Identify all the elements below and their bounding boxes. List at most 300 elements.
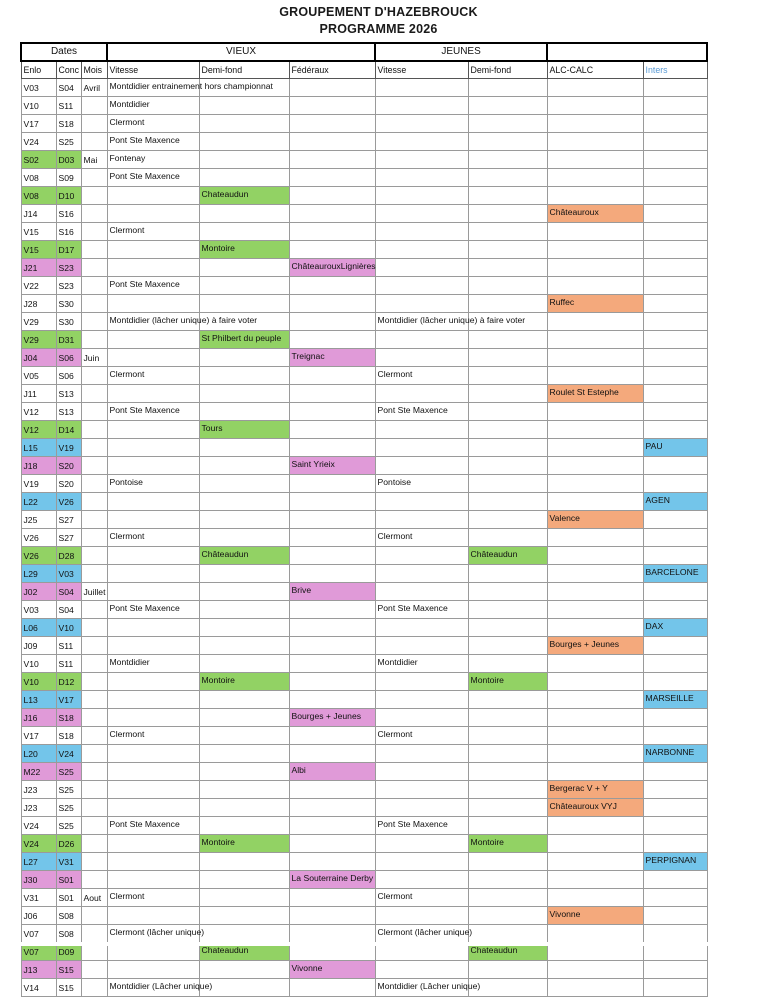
- cell-inters: [643, 205, 707, 223]
- cell-mois: [81, 781, 107, 799]
- cell-conc: V26: [56, 493, 81, 511]
- cell-mois: Aout: [81, 889, 107, 907]
- cell-inters: [643, 223, 707, 241]
- cell-alc-calc: [547, 799, 643, 817]
- cell-vieux-vitesse: [107, 637, 199, 655]
- cell-enlo: S02: [21, 151, 56, 169]
- cell-vieux-demifond: [199, 907, 289, 925]
- cell-vieux-demifond: [199, 421, 289, 439]
- table-row: [21, 277, 707, 295]
- cell-vieux-vitesse: [107, 133, 199, 151]
- cell-enlo: J30: [21, 871, 56, 889]
- cell-mois: [81, 925, 107, 943]
- cell-text: Chateaudun: [201, 945, 249, 955]
- cell-jeunes-vitesse: [375, 619, 468, 637]
- cell-conc: D14: [56, 421, 81, 439]
- cell-conc: D17: [56, 241, 81, 259]
- cell-vieux-vitesse: [107, 673, 199, 691]
- table-row: [21, 367, 707, 385]
- cell-jeunes-demifond: [468, 925, 547, 943]
- cell-alc-calc: [547, 151, 643, 169]
- cell-vieux-federaux: [289, 961, 375, 979]
- cell-jeunes-vitesse: [375, 565, 468, 583]
- cell-jeunes-demifond: [468, 331, 547, 349]
- cell-mois: [81, 133, 107, 151]
- cell-jeunes-demifond: [468, 691, 547, 709]
- cell-vieux-vitesse: [107, 763, 199, 781]
- cell-jeunes-demifond: [468, 241, 547, 259]
- cell-text: Ruffec: [549, 297, 575, 307]
- cell-mois: [81, 115, 107, 133]
- cell-enlo: V24: [21, 835, 56, 853]
- cell-text: PERPIGNAN: [645, 855, 697, 865]
- cell-vieux-federaux: [289, 403, 375, 421]
- cell-alc-calc: [547, 349, 643, 367]
- cell-conc: S08: [56, 907, 81, 925]
- cell-enlo: V26: [21, 529, 56, 547]
- cell-inters: [643, 817, 707, 835]
- cell-vieux-demifond: [199, 277, 289, 295]
- cell-jeunes-demifond: [468, 277, 547, 295]
- cell-inters: [643, 403, 707, 421]
- cell-mois: [81, 817, 107, 835]
- cell-inters: [643, 151, 707, 169]
- cell-vieux-demifond: [199, 637, 289, 655]
- cell-inters: [643, 421, 707, 439]
- cell-enlo: V24: [21, 817, 56, 835]
- cell-alc-calc: [547, 277, 643, 295]
- cell-jeunes-vitesse: [375, 295, 468, 313]
- cell-mois: [81, 331, 107, 349]
- cell-alc-calc: [547, 493, 643, 511]
- cell-vieux-demifond: [199, 133, 289, 151]
- cell-vieux-vitesse: [107, 421, 199, 439]
- cell-vieux-demifond: [199, 655, 289, 673]
- cell-enlo: J25: [21, 511, 56, 529]
- cell-text: Pont Ste Maxence: [109, 279, 180, 289]
- cell-mois: [81, 979, 107, 997]
- cell-vieux-federaux: [289, 457, 375, 475]
- cell-text: Montdidier (lâcher unique) à faire voter: [109, 315, 258, 325]
- cell-jeunes-vitesse: [375, 403, 468, 421]
- cell-text: Valence: [549, 513, 580, 523]
- cell-vieux-federaux: [289, 619, 375, 637]
- cell-vieux-federaux: [289, 781, 375, 799]
- table-row: [21, 619, 707, 637]
- cell-conc: S01: [56, 889, 81, 907]
- cell-vieux-demifond: [199, 295, 289, 313]
- cell-inters: [643, 889, 707, 907]
- cell-vieux-federaux: [289, 115, 375, 133]
- cell-mois: [81, 871, 107, 889]
- cell-alc-calc: [547, 619, 643, 637]
- cell-jeunes-vitesse: [375, 835, 468, 853]
- cell-enlo: V17: [21, 727, 56, 745]
- cell-vieux-vitesse: [107, 403, 199, 421]
- table-row: [21, 871, 707, 889]
- cell-vieux-federaux: [289, 691, 375, 709]
- cell-inters: [643, 745, 707, 763]
- cell-vieux-federaux: [289, 277, 375, 295]
- cell-vieux-demifond: [199, 169, 289, 187]
- cell-inters: [643, 79, 707, 97]
- cell-jeunes-demifond: [468, 763, 547, 781]
- cell-alc-calc: [547, 313, 643, 331]
- cell-alc-calc: [547, 367, 643, 385]
- cell-vieux-vitesse: [107, 979, 213, 997]
- cell-conc: V17: [56, 691, 81, 709]
- cell-inters: [643, 583, 707, 601]
- cell-alc-calc: [547, 241, 643, 259]
- cell-jeunes-vitesse: [375, 799, 468, 817]
- group-header-dates: Dates: [21, 43, 107, 61]
- cell-conc: S18: [56, 709, 81, 727]
- table-row: [21, 475, 707, 493]
- cell-inters: [643, 349, 707, 367]
- cell-inters: [643, 979, 707, 997]
- cell-jeunes-demifond: [468, 349, 547, 367]
- cell-mois: [81, 655, 107, 673]
- cell-vieux-vitesse: [107, 583, 199, 601]
- cell-vieux-demifond: [199, 853, 289, 871]
- table-row: [21, 133, 707, 151]
- cell-mois: [81, 295, 107, 313]
- cell-vieux-federaux: [289, 853, 375, 871]
- cell-vieux-demifond: [199, 241, 289, 259]
- cell-jeunes-demifond: [468, 907, 547, 925]
- table-row: [21, 781, 707, 799]
- cell-text: AGEN: [645, 495, 670, 505]
- cell-text: Clermont: [109, 369, 145, 379]
- cell-mois: [81, 457, 107, 475]
- cell-vieux-demifond: [199, 115, 289, 133]
- cell-alc-calc: [547, 475, 643, 493]
- cell-jeunes-vitesse: [375, 493, 468, 511]
- cell-mois: [81, 259, 107, 277]
- cell-text: Montoire: [470, 837, 504, 847]
- cell-conc: S04: [56, 583, 81, 601]
- cell-conc: S27: [56, 529, 81, 547]
- cell-jeunes-demifond: [468, 799, 547, 817]
- cell-enlo: J06: [21, 907, 56, 925]
- cell-mois: Juillet: [81, 583, 107, 601]
- cell-vieux-federaux: [289, 799, 375, 817]
- cell-vieux-demifond: [199, 475, 289, 493]
- cell-mois: [81, 619, 107, 637]
- cell-jeunes-vitesse: [375, 745, 468, 763]
- cell-enlo: V15: [21, 223, 56, 241]
- cell-text: MARSEILLE: [645, 693, 694, 703]
- table-row: [21, 727, 707, 745]
- cell-alc-calc: [547, 439, 643, 457]
- cell-text: Fontenay: [109, 153, 146, 163]
- cell-vieux-vitesse: [107, 169, 199, 187]
- cell-alc-calc: [547, 673, 643, 691]
- cell-vieux-vitesse: [107, 223, 199, 241]
- cell-vieux-vitesse: [107, 97, 199, 115]
- cell-jeunes-vitesse: [375, 475, 468, 493]
- cell-text: Saint Yrieix: [291, 459, 335, 469]
- cell-vieux-vitesse: [107, 907, 199, 925]
- cell-vieux-demifond: [199, 187, 289, 205]
- cell-jeunes-demifond: [468, 601, 547, 619]
- cell-text: Pontoise: [109, 477, 143, 487]
- cell-vieux-demifond: [199, 691, 289, 709]
- cell-vieux-federaux: [289, 889, 375, 907]
- cell-vieux-federaux: [289, 583, 375, 601]
- cell-conc: S13: [56, 403, 81, 421]
- cell-mois: [81, 439, 107, 457]
- cell-alc-calc: [547, 745, 643, 763]
- cell-enlo: J23: [21, 799, 56, 817]
- cell-text: Vivonne: [549, 909, 581, 919]
- cell-text: Clermont (lâcher unique): [109, 927, 205, 937]
- cell-vieux-vitesse: [107, 565, 199, 583]
- cell-enlo: L29: [21, 565, 56, 583]
- cell-alc-calc: [547, 979, 643, 997]
- cell-vieux-federaux: [289, 475, 375, 493]
- cell-conc: S04: [56, 601, 81, 619]
- cell-enlo: V07: [21, 925, 56, 943]
- cell-alc-calc: [547, 187, 643, 205]
- cell-vieux-vitesse: [107, 241, 199, 259]
- cell-conc: S18: [56, 727, 81, 745]
- cell-jeunes-vitesse: [375, 241, 468, 259]
- cell-inters: [643, 187, 707, 205]
- cell-jeunes-vitesse: [375, 673, 468, 691]
- cell-mois: [81, 367, 107, 385]
- cell-conc: S13: [56, 385, 81, 403]
- cell-jeunes-demifond: [468, 745, 547, 763]
- cell-vieux-demifond: [199, 223, 289, 241]
- cell-jeunes-vitesse: [375, 313, 526, 331]
- cell-text: Pont Ste Maxence: [377, 819, 448, 829]
- cell-vieux-federaux: [289, 205, 375, 223]
- table-row: [21, 385, 707, 403]
- cell-vieux-vitesse: [107, 385, 199, 403]
- cell-alc-calc: [547, 817, 643, 835]
- cell-inters: [643, 637, 707, 655]
- cell-text: Clermont: [109, 531, 145, 541]
- cell-conc: V10: [56, 619, 81, 637]
- cell-inters: [643, 511, 707, 529]
- cell-enlo: J11: [21, 385, 56, 403]
- table-row: [21, 745, 707, 763]
- cell-conc: S27: [56, 511, 81, 529]
- cell-enlo: V24: [21, 133, 56, 151]
- cell-alc-calc: [547, 457, 643, 475]
- cell-jeunes-demifond: [468, 97, 547, 115]
- cell-enlo: V03: [21, 79, 56, 97]
- cell-jeunes-vitesse: [375, 655, 468, 673]
- cell-inters: [643, 133, 707, 151]
- cell-jeunes-demifond: [468, 817, 547, 835]
- cell-jeunes-demifond: [468, 727, 547, 745]
- cell-text: Montoire: [201, 675, 235, 685]
- table-row: [21, 493, 707, 511]
- cell-text: Clermont: [377, 369, 413, 379]
- cell-text: Clermont: [377, 891, 413, 901]
- cell-enlo: J02: [21, 583, 56, 601]
- cell-vieux-demifond: [199, 871, 289, 889]
- column-header-alc-calc: ALC-CALC: [547, 61, 643, 79]
- cell-alc-calc: [547, 709, 643, 727]
- cell-vieux-demifond: [199, 529, 289, 547]
- page-bottom-margin: [0, 942, 757, 946]
- cell-conc: D12: [56, 673, 81, 691]
- cell-jeunes-vitesse: [375, 871, 468, 889]
- cell-jeunes-demifond: [468, 115, 547, 133]
- cell-jeunes-vitesse: [375, 79, 468, 97]
- cell-vieux-federaux: [289, 709, 375, 727]
- cell-alc-calc: [547, 385, 643, 403]
- cell-jeunes-vitesse: [375, 763, 468, 781]
- cell-conc: D26: [56, 835, 81, 853]
- cell-vieux-vitesse: [107, 529, 199, 547]
- cell-mois: [81, 799, 107, 817]
- cell-enlo: V10: [21, 97, 56, 115]
- cell-jeunes-vitesse: [375, 979, 481, 997]
- cell-alc-calc: [547, 295, 643, 313]
- cell-conc: S01: [56, 871, 81, 889]
- cell-conc: S25: [56, 781, 81, 799]
- cell-text: Clermont: [377, 729, 413, 739]
- cell-jeunes-vitesse: [375, 205, 468, 223]
- cell-jeunes-vitesse: [375, 529, 468, 547]
- table-row: [21, 601, 707, 619]
- cell-jeunes-demifond: [468, 151, 547, 169]
- cell-mois: [81, 673, 107, 691]
- cell-mois: [81, 403, 107, 421]
- cell-enlo: V15: [21, 241, 56, 259]
- cell-vieux-federaux: [289, 313, 375, 331]
- group-header-jeunes: JEUNES: [375, 43, 547, 61]
- cell-vieux-vitesse: [107, 799, 199, 817]
- cell-conc: S11: [56, 97, 81, 115]
- cell-inters: [643, 313, 707, 331]
- cell-inters: [643, 835, 707, 853]
- cell-conc: V03: [56, 565, 81, 583]
- cell-conc: S18: [56, 115, 81, 133]
- cell-conc: S04: [56, 79, 81, 97]
- cell-alc-calc: [547, 835, 643, 853]
- cell-jeunes-demifond: [468, 637, 547, 655]
- cell-vieux-vitesse: [107, 457, 199, 475]
- cell-text: Châteauroux: [549, 207, 599, 217]
- cell-conc: S30: [56, 295, 81, 313]
- cell-conc: S30: [56, 313, 81, 331]
- cell-mois: [81, 907, 107, 925]
- cell-jeunes-vitesse: [375, 889, 468, 907]
- programme-table: [20, 42, 708, 997]
- cell-vieux-federaux: [289, 817, 375, 835]
- cell-inters: [643, 691, 707, 709]
- cell-enlo: L15: [21, 439, 56, 457]
- cell-enlo: J28: [21, 295, 56, 313]
- column-header-enlo: Enlo: [21, 61, 56, 79]
- cell-text: Roulet St Estephe: [549, 387, 619, 397]
- cell-text: Montdidier (Lâcher unique): [377, 981, 481, 991]
- cell-jeunes-demifond: [468, 493, 547, 511]
- cell-inters: [643, 367, 707, 385]
- cell-mois: [81, 97, 107, 115]
- cell-alc-calc: [547, 655, 643, 673]
- cell-conc: S08: [56, 925, 81, 943]
- table-row: [21, 331, 707, 349]
- table-row: [21, 529, 707, 547]
- cell-conc: S15: [56, 979, 81, 997]
- cell-text: DAX: [645, 621, 664, 631]
- cell-jeunes-demifond: [468, 709, 547, 727]
- cell-enlo: V14: [21, 979, 56, 997]
- cell-text: Chateaudun: [201, 189, 249, 199]
- cell-text: Montoire: [201, 243, 235, 253]
- cell-text: Pont Ste Maxence: [109, 135, 180, 145]
- cell-vieux-demifond: [199, 331, 289, 349]
- group-header-vieux: VIEUX: [107, 43, 375, 61]
- cell-conc: S11: [56, 637, 81, 655]
- cell-text: Montdidier: [377, 657, 418, 667]
- cell-vieux-vitesse: [107, 295, 199, 313]
- cell-alc-calc: [547, 511, 643, 529]
- cell-mois: [81, 475, 107, 493]
- cell-jeunes-demifond: [468, 205, 547, 223]
- cell-vieux-federaux: [289, 907, 375, 925]
- cell-text: Bergerac V + Y: [549, 783, 608, 793]
- cell-vieux-federaux: [289, 367, 375, 385]
- table-row: [21, 295, 707, 313]
- cell-conc: V31: [56, 853, 81, 871]
- cell-mois: [81, 691, 107, 709]
- document-titles: [0, 0, 757, 38]
- cell-mois: [81, 745, 107, 763]
- table-row: [21, 187, 707, 205]
- cell-jeunes-demifond: [468, 79, 547, 97]
- cell-jeunes-vitesse: [375, 925, 473, 943]
- cell-alc-calc: [547, 763, 643, 781]
- cell-text: Pont Ste Maxence: [109, 603, 180, 613]
- cell-jeunes-vitesse: [375, 367, 468, 385]
- cell-inters: [643, 907, 707, 925]
- cell-jeunes-vitesse: [375, 907, 468, 925]
- cell-alc-calc: [547, 421, 643, 439]
- cell-mois: [81, 637, 107, 655]
- cell-jeunes-vitesse: [375, 385, 468, 403]
- cell-vieux-vitesse: [107, 835, 199, 853]
- cell-inters: [643, 385, 707, 403]
- cell-mois: [81, 601, 107, 619]
- table-row: [21, 889, 707, 907]
- cell-inters: [643, 853, 707, 871]
- cell-enlo: L06: [21, 619, 56, 637]
- cell-vieux-federaux: [289, 439, 375, 457]
- cell-mois: Mai: [81, 151, 107, 169]
- cell-enlo: V03: [21, 601, 56, 619]
- cell-inters: [643, 871, 707, 889]
- cell-mois: [81, 385, 107, 403]
- table-row: [21, 583, 707, 601]
- cell-jeunes-demifond: [468, 133, 547, 151]
- cell-text: Clermont: [109, 891, 145, 901]
- table-row: [21, 673, 707, 691]
- page-title: GROUPEMENT D'HAZEBROUCK: [279, 5, 478, 19]
- cell-jeunes-demifond: [468, 673, 547, 691]
- cell-text: Pontoise: [377, 477, 411, 487]
- cell-inters: [643, 655, 707, 673]
- cell-vieux-vitesse: [107, 619, 199, 637]
- cell-alc-calc: [547, 259, 643, 277]
- page-subtitle: PROGRAMME 2026: [319, 22, 438, 36]
